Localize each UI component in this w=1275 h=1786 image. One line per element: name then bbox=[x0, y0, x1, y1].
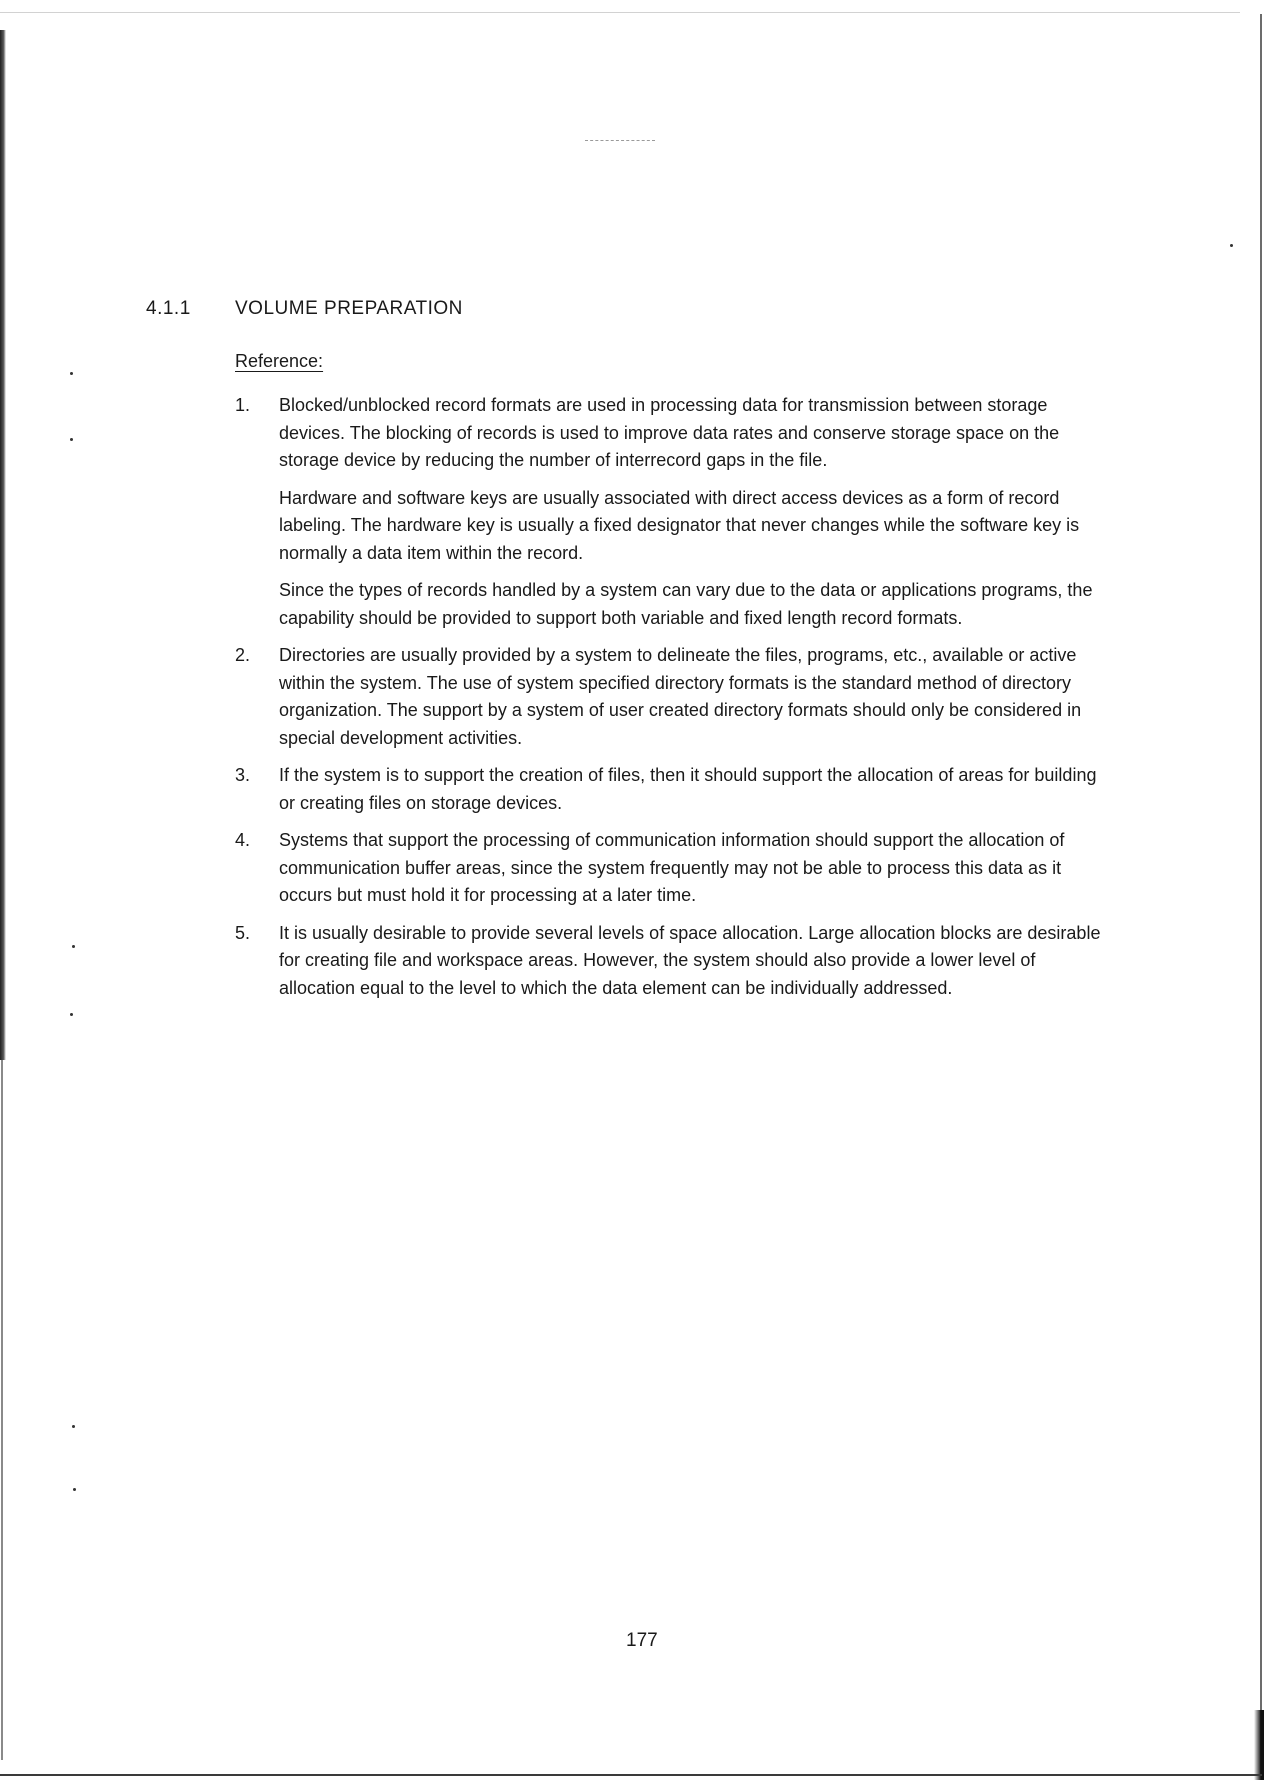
numbered-list bbox=[235, 392, 1115, 1012]
scan-smudge bbox=[585, 140, 655, 142]
reference-label: Reference: bbox=[235, 351, 324, 371]
paragraph: Since the types of records handled by a system can vary due to the data or applications programs, the capability should be provided to support both variable and fixed length record formats. bbox=[279, 580, 1093, 628]
paragraph: Hardware and software keys are usually associated with direct access devices as a form of record labeling. The hardware key is usually a fixed designator that never changes while the software key is normally a data item within the record. bbox=[279, 487, 1080, 563]
paragraph: Systems that support the processing of communication information should support the allocation of communication buffer areas, since the system frequently may not be able to process this data as it occurs but must hold it for processing at a later time. bbox=[279, 830, 1065, 905]
list-item bbox=[235, 762, 1115, 817]
page-number: 177 bbox=[626, 1630, 658, 1651]
margin-dot bbox=[70, 1013, 73, 1016]
list-item bbox=[235, 827, 1115, 910]
paragraph: Blocked/unblocked record formats are used in processing data for transmission between storage devices. The blocking of records is used to improve data rates and conserve storage space on the storage device by reducing the number of interrecord gaps in the file. bbox=[279, 395, 1060, 470]
margin-dot bbox=[1230, 244, 1233, 247]
list-item-number: 4. bbox=[235, 830, 251, 850]
margin-dot bbox=[72, 945, 75, 948]
scan-edge-left bbox=[0, 30, 6, 1060]
paragraph: It is usually desirable to provide several levels of space allocation. Large allocation blocks are desirable for creating file and workspace areas. However, the system should also provide a lower level of allocation equal to the level to which the data element can be individually addressed. bbox=[279, 922, 1101, 998]
list-item bbox=[235, 392, 1115, 632]
margin-dot bbox=[73, 1488, 76, 1491]
scan-edge-right-shadow bbox=[1254, 1710, 1264, 1780]
section-number: 4.1.1 bbox=[146, 298, 191, 319]
list-item-number: 1. bbox=[235, 395, 251, 415]
scan-edge-top bbox=[0, 12, 1240, 13]
margin-dot bbox=[70, 438, 73, 441]
section-heading bbox=[146, 298, 463, 320]
section-title: VOLUME PREPARATION bbox=[235, 298, 463, 319]
list-item-number: 5. bbox=[235, 922, 251, 943]
list-item-number: 3. bbox=[235, 765, 251, 785]
list-item bbox=[235, 642, 1115, 752]
paragraph: Directories are usually provided by a system to delineate the files, programs, etc., available or active within the system. The use of system specified directory formats is the standard method of directory organization. The support by a system of user created directory formats should only be considered in special development activities. bbox=[279, 645, 1082, 748]
margin-dot bbox=[70, 372, 73, 375]
scan-edge-bottom bbox=[0, 1774, 1262, 1776]
list-item bbox=[235, 920, 1115, 1003]
paragraph: If the system is to support the creation of files, then it should support the allocation of areas for building or creating files on storage devices. bbox=[279, 765, 1097, 813]
scan-edge-left-lower bbox=[1, 1060, 3, 1760]
scan-edge-right bbox=[1260, 14, 1262, 1774]
margin-dot bbox=[72, 1425, 75, 1428]
list-item-number: 2. bbox=[235, 645, 251, 665]
